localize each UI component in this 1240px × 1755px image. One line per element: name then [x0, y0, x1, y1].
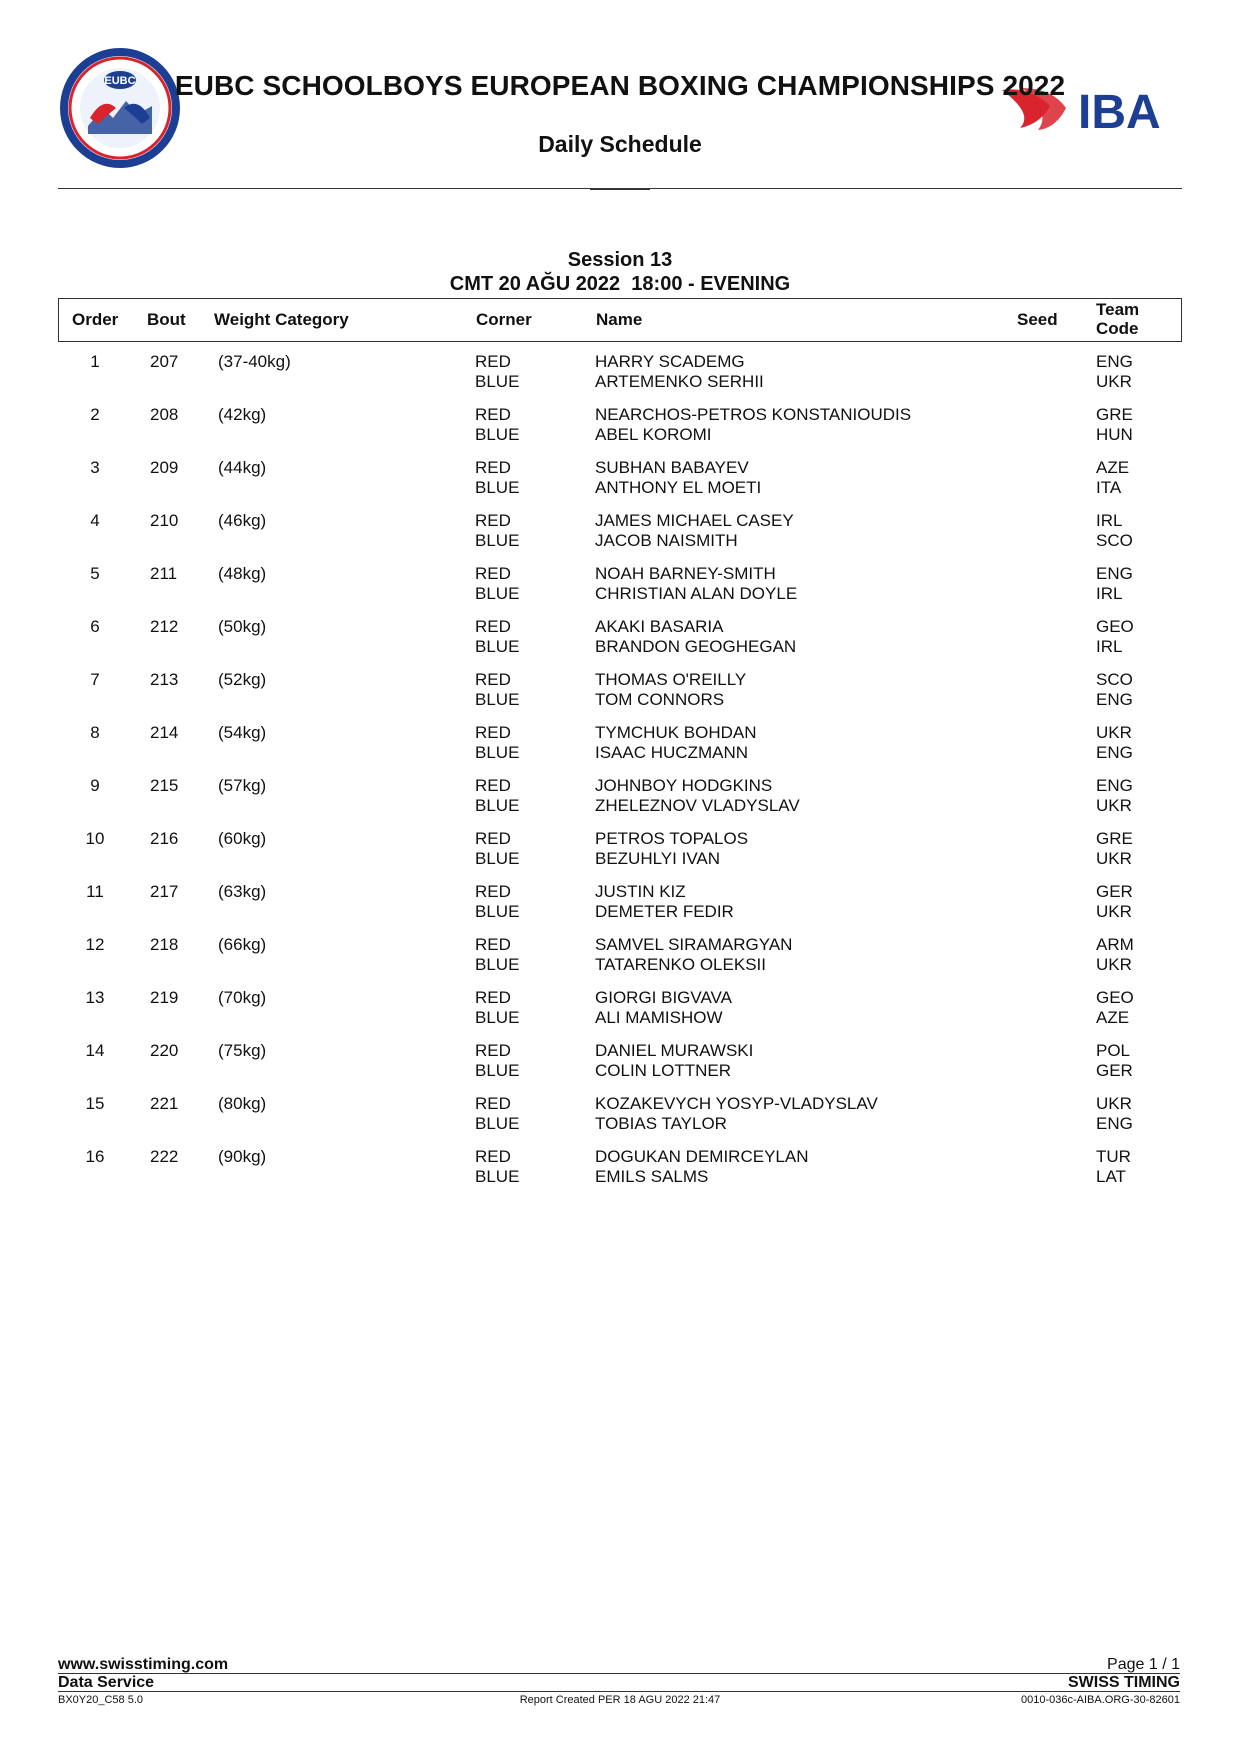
blue-boxer-name: CHRISTIAN ALAN DOYLE: [595, 584, 798, 603]
footer-divider: [58, 1673, 1180, 1674]
table-row: [0, 1041, 1240, 1094]
col-corner: Corner: [476, 310, 532, 329]
blue-boxer-name: TOBIAS TAYLOR: [595, 1114, 727, 1133]
table-row: [0, 935, 1240, 988]
red-boxer-name: DANIEL MURAWSKI: [595, 1041, 754, 1060]
iba-logo-text: IBA: [1078, 86, 1161, 134]
red-boxer-name: KOZAKEVYCH YOSYP-VLADYSLAV: [595, 1094, 878, 1113]
table-row: [0, 1147, 1240, 1200]
bout-number: 215: [150, 776, 179, 795]
bout-order: 1: [90, 352, 100, 371]
weight-category: (90kg): [218, 1147, 267, 1166]
col-seed: Seed: [1017, 310, 1058, 329]
red-boxer-name: SAMVEL SIRAMARGYAN: [595, 935, 793, 954]
red-team-code: AZE: [1096, 458, 1130, 477]
red-boxer-name: JOHNBOY HODGKINS: [595, 776, 773, 795]
blue-corner-label: BLUE: [475, 849, 520, 868]
red-team-code: ENG: [1096, 776, 1133, 795]
blue-boxer-name: TOM CONNORS: [595, 690, 725, 709]
red-corner-label: RED: [475, 670, 511, 689]
weight-category: (63kg): [218, 882, 267, 901]
weight-category: (42kg): [218, 405, 267, 424]
schedule-table-body: [0, 352, 1240, 1200]
blue-team-code: UKR: [1096, 902, 1132, 921]
table-row: [0, 458, 1240, 511]
footer-data-service: Data Service: [58, 1674, 155, 1691]
red-boxer-name: DOGUKAN DEMIRCEYLAN: [595, 1147, 809, 1166]
blue-corner-label: BLUE: [475, 1008, 520, 1027]
red-boxer-name: GIORGI BIGVAVA: [595, 988, 732, 1007]
blue-team-code: ITA: [1096, 478, 1122, 497]
header-divider-accent: [590, 188, 650, 190]
weight-category: (37-40kg): [218, 352, 291, 371]
red-boxer-name: JUSTIN KIZ: [595, 882, 686, 901]
blue-boxer-name: EMILS SALMS: [595, 1167, 709, 1186]
red-team-code: GRE: [1096, 405, 1133, 424]
blue-corner-label: BLUE: [475, 796, 520, 815]
blue-boxer-name: TATARENKO OLEKSII: [595, 955, 766, 974]
table-row: [0, 564, 1240, 617]
blue-corner-label: BLUE: [475, 1167, 520, 1186]
red-boxer-name: SUBHAN BABAYEV: [595, 458, 749, 477]
session-title: Session 13: [567, 249, 673, 271]
blue-corner-label: BLUE: [475, 425, 520, 444]
bout-number: 213: [150, 670, 179, 689]
page-title: EUBC SCHOOLBOYS EUROPEAN BOXING CHAMPIONSHIPS 2022: [174, 70, 1066, 101]
blue-corner-label: BLUE: [475, 743, 520, 762]
bout-order: 9: [90, 776, 100, 795]
bout-number: 221: [150, 1094, 179, 1113]
red-corner-label: RED: [475, 723, 511, 742]
red-corner-label: RED: [475, 564, 511, 583]
red-corner-label: RED: [475, 829, 511, 848]
bout-order: 13: [85, 988, 105, 1007]
weight-category: (80kg): [218, 1094, 267, 1113]
weight-category: (50kg): [218, 617, 267, 636]
bout-number: 211: [150, 564, 178, 583]
blue-team-code: UKR: [1096, 955, 1132, 974]
table-row: [0, 723, 1240, 776]
col-order: Order: [72, 310, 119, 329]
blue-team-code: IRL: [1096, 584, 1123, 603]
blue-corner-label: BLUE: [475, 637, 520, 656]
red-team-code: GER: [1096, 882, 1133, 901]
blue-corner-label: BLUE: [475, 902, 520, 921]
bout-order: 4: [90, 511, 100, 530]
bout-number: 218: [150, 935, 179, 954]
red-boxer-name: NOAH BARNEY-SMITH: [595, 564, 776, 583]
weight-category: (52kg): [218, 670, 267, 689]
weight-category: (70kg): [218, 988, 267, 1007]
blue-corner-label: BLUE: [475, 531, 520, 550]
red-boxer-name: THOMAS O'REILLY: [595, 670, 747, 689]
footer-report-code: BX0Y20_C58 5.0: [58, 1694, 144, 1706]
blue-boxer-name: ISAAC HUCZMANN: [595, 743, 749, 762]
blue-boxer-name: ZHELEZNOV VLADYSLAV: [595, 796, 800, 815]
col-team-code: [1096, 300, 1139, 338]
table-row: [0, 352, 1240, 405]
blue-team-code: UKR: [1096, 849, 1132, 868]
bout-number: 214: [150, 723, 179, 742]
bout-order: 12: [85, 935, 105, 954]
footer-brand: SWISS TIMING: [1068, 1674, 1180, 1691]
blue-boxer-name: ABEL KOROMI: [595, 425, 712, 444]
blue-team-code: UKR: [1096, 796, 1132, 815]
table-row: [0, 405, 1240, 458]
bout-order: 10: [85, 829, 105, 848]
bout-order: 11: [86, 882, 104, 901]
blue-team-code: LAT: [1096, 1167, 1126, 1186]
red-boxer-name: AKAKI BASARIA: [595, 617, 724, 636]
red-team-code: TUR: [1096, 1147, 1131, 1166]
red-team-code: ENG: [1096, 352, 1133, 371]
table-row: [0, 776, 1240, 829]
red-team-code: IRL: [1096, 511, 1123, 530]
blue-boxer-name: BRANDON GEOGHEGAN: [595, 637, 797, 656]
red-team-code: ARM: [1096, 935, 1134, 954]
blue-corner-label: BLUE: [475, 690, 520, 709]
page-subtitle: Daily Schedule: [538, 131, 702, 157]
red-boxer-name: JAMES MICHAEL CASEY: [595, 511, 794, 530]
red-corner-label: RED: [475, 458, 511, 477]
blue-corner-label: BLUE: [475, 1061, 520, 1080]
footer-url-link[interactable]: www.swisstiming.com: [58, 1656, 229, 1673]
col-team-code-line1: Team: [1096, 300, 1140, 319]
red-team-code: GEO: [1096, 988, 1134, 1007]
blue-team-code: UKR: [1096, 372, 1132, 391]
weight-category: (44kg): [218, 458, 267, 477]
col-team-code-line2: Code: [1096, 319, 1139, 338]
bout-number: 210: [150, 511, 179, 530]
blue-corner-label: BLUE: [475, 584, 520, 603]
footer-document-code: 0010-036c-AIBA.ORG-30-82601: [1021, 1694, 1180, 1706]
weight-category: (66kg): [218, 935, 267, 954]
table-row: [0, 670, 1240, 723]
blue-team-code: HUN: [1096, 425, 1133, 444]
blue-team-code: ENG: [1096, 690, 1133, 709]
red-team-code: ENG: [1096, 564, 1133, 583]
red-boxer-name: HARRY SCADEMG: [595, 352, 745, 371]
red-corner-label: RED: [475, 1094, 511, 1113]
red-team-code: UKR: [1096, 723, 1132, 742]
red-boxer-name: PETROS TOPALOS: [595, 829, 749, 848]
blue-boxer-name: COLIN LOTTNER: [595, 1061, 732, 1080]
bout-order: 6: [90, 617, 100, 636]
bout-number: 220: [150, 1041, 179, 1060]
blue-boxer-name: BEZUHLYI IVAN: [595, 849, 721, 868]
footer-report-created: Report Created PER 18 AGU 2022 21:47: [519, 1694, 721, 1706]
blue-boxer-name: JACOB NAISMITH: [595, 531, 738, 550]
red-corner-label: RED: [475, 511, 511, 530]
red-team-code: POL: [1096, 1041, 1131, 1060]
blue-team-code: SCO: [1096, 531, 1133, 550]
bout-number: 209: [150, 458, 179, 477]
red-corner-label: RED: [475, 935, 511, 954]
bout-order: 2: [90, 405, 100, 424]
blue-corner-label: BLUE: [475, 372, 520, 391]
red-corner-label: RED: [475, 617, 511, 636]
red-boxer-name: NEARCHOS-PETROS KONSTANIOUDIS: [595, 405, 912, 424]
weight-category: (46kg): [218, 511, 267, 530]
table-row: [0, 511, 1240, 564]
red-corner-label: RED: [475, 1041, 511, 1060]
bout-number: 207: [150, 352, 179, 371]
red-corner-label: RED: [475, 1147, 511, 1166]
weight-category: (75kg): [218, 1041, 267, 1060]
red-team-code: GEO: [1096, 617, 1134, 636]
col-bout: Bout: [147, 310, 186, 329]
col-name: Name: [596, 310, 643, 329]
blue-corner-label: BLUE: [475, 1114, 520, 1133]
session-datetime: CMT 20 AĞU 2022 18:00 - EVENING: [449, 273, 791, 295]
red-corner-label: RED: [475, 405, 511, 424]
bout-number: 212: [150, 617, 179, 636]
bout-order: 3: [90, 458, 100, 477]
blue-team-code: IRL: [1096, 637, 1123, 656]
blue-team-code: GER: [1096, 1061, 1133, 1080]
red-corner-label: RED: [475, 882, 511, 901]
footer-divider-lower: [58, 1691, 1180, 1692]
table-row: [0, 1094, 1240, 1147]
bout-order: 8: [90, 723, 100, 742]
table-row: [0, 829, 1240, 882]
weight-category: (48kg): [218, 564, 267, 583]
blue-corner-label: BLUE: [475, 478, 520, 497]
bout-number: 217: [150, 882, 179, 901]
blue-boxer-name: ARTEMENKO SERHII: [595, 372, 764, 391]
footer-page-number: Page 1 / 1: [1107, 1656, 1180, 1673]
blue-boxer-name: DEMETER FEDIR: [595, 902, 734, 921]
blue-boxer-name: ALI MAMISHOW: [595, 1008, 723, 1027]
red-corner-label: RED: [475, 352, 511, 371]
bout-order: 15: [85, 1094, 105, 1113]
red-corner-label: RED: [475, 988, 511, 1007]
bout-number: 219: [150, 988, 179, 1007]
weight-category: (60kg): [218, 829, 267, 848]
red-team-code: UKR: [1096, 1094, 1132, 1113]
blue-boxer-name: ANTHONY EL MOETI: [595, 478, 762, 497]
table-row: [0, 988, 1240, 1041]
bout-order: 7: [90, 670, 100, 689]
bout-number: 208: [150, 405, 179, 424]
bout-number: 222: [150, 1147, 179, 1166]
table-header: [58, 298, 1182, 342]
table-row: [0, 882, 1240, 935]
blue-team-code: AZE: [1096, 1008, 1130, 1027]
blue-corner-label: BLUE: [475, 955, 520, 974]
bout-number: 216: [150, 829, 179, 848]
table-row: [0, 617, 1240, 670]
red-team-code: SCO: [1096, 670, 1133, 689]
red-corner-label: RED: [475, 776, 511, 795]
weight-category: (54kg): [218, 723, 267, 742]
col-weight-category: Weight Category: [214, 310, 349, 329]
blue-team-code: ENG: [1096, 1114, 1133, 1133]
weight-category: (57kg): [218, 776, 267, 795]
bout-order: 16: [85, 1147, 105, 1166]
bout-order: 14: [85, 1041, 105, 1060]
blue-team-code: ENG: [1096, 743, 1133, 762]
logo-text: EUBC: [104, 75, 136, 87]
bout-order: 5: [90, 564, 100, 583]
red-team-code: GRE: [1096, 829, 1133, 848]
red-boxer-name: TYMCHUK BOHDAN: [595, 723, 757, 742]
